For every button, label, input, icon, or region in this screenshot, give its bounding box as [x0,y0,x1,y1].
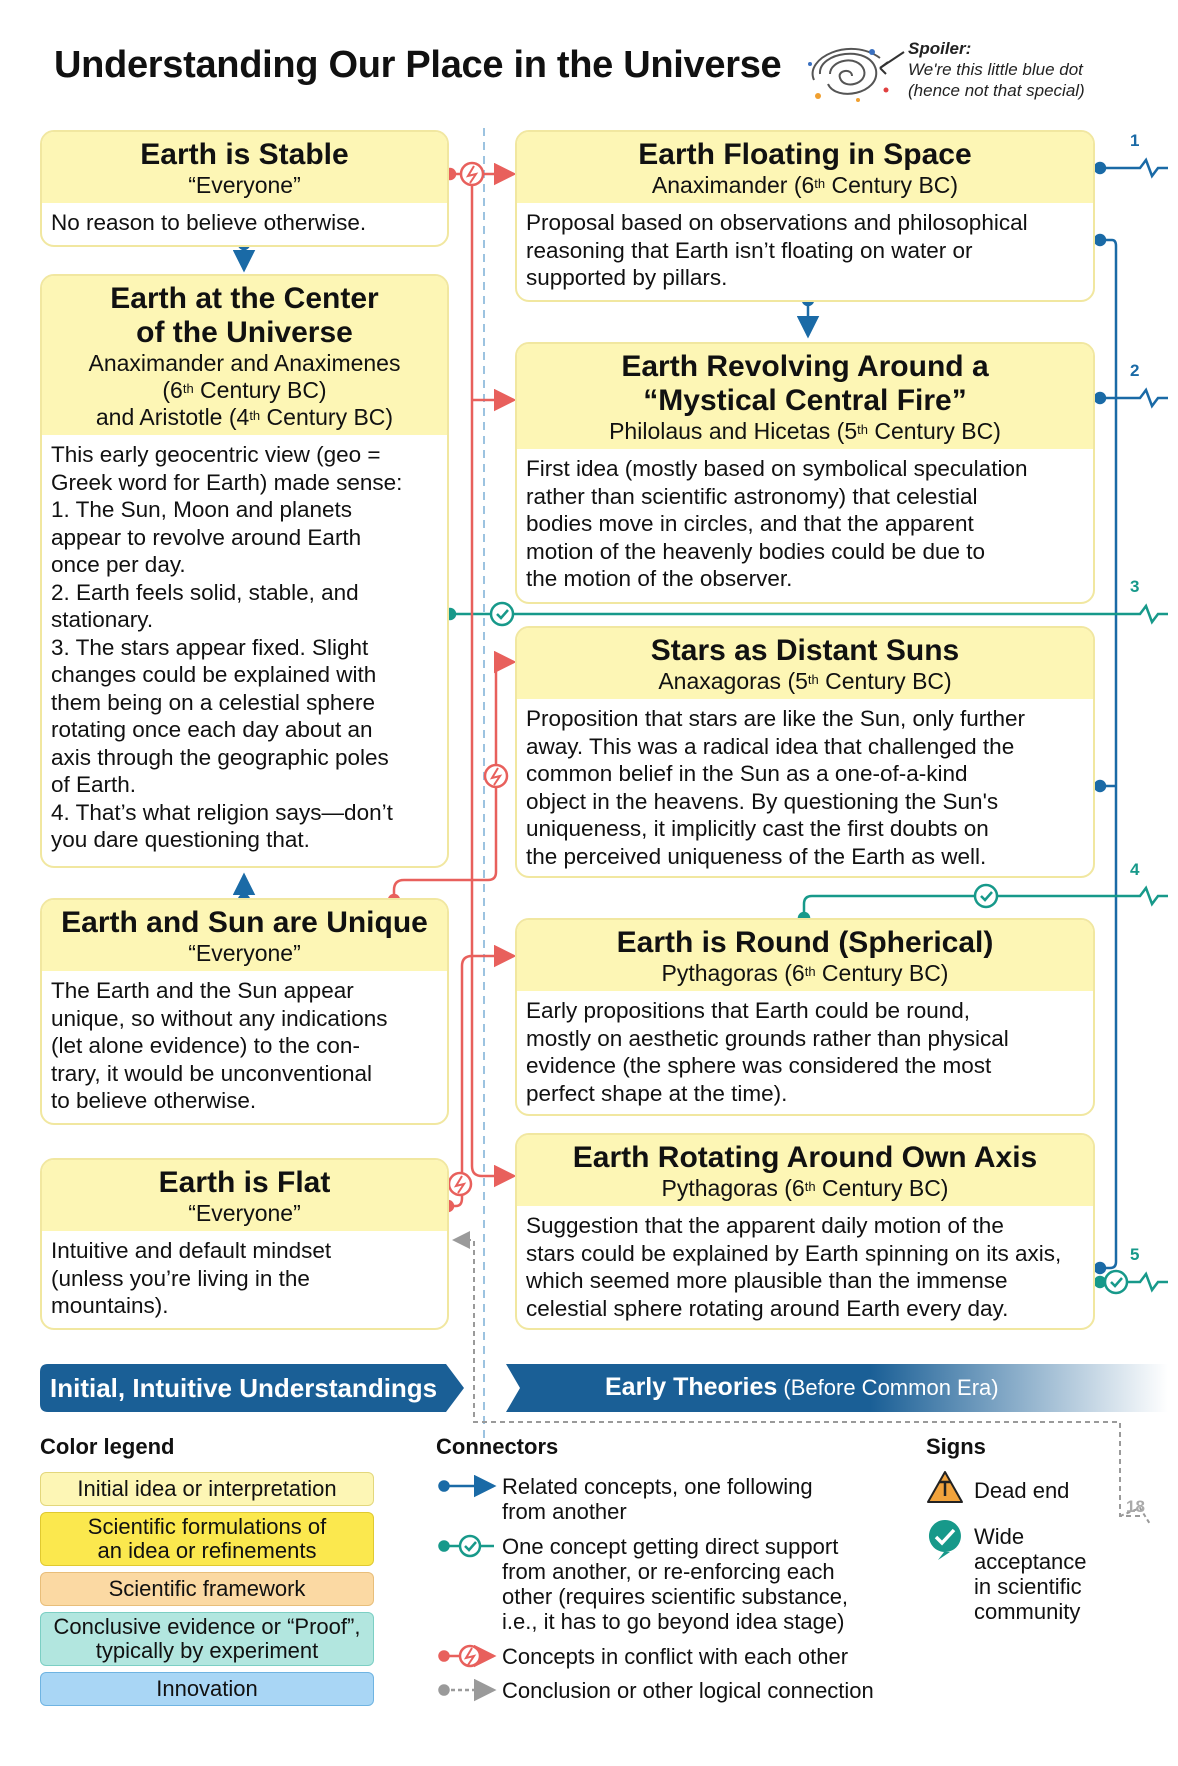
card-source-line3: and Aristotle (4th Century BC) [95,404,394,430]
card-title-line2: of the Universe [136,316,353,349]
card-source-line2: (6th Century BC) [162,377,327,403]
legend-scientific-framework: Scientific framework [40,1572,374,1606]
card-title: Stars as Distant Suns [650,634,960,667]
card-source: Anaxagoras (5th Century BC) [658,668,952,694]
spoiler-line1: We're this little blue dot [908,60,1083,79]
page-title: Understanding Our Place in the Universe [54,44,782,86]
connector-conflict-label: Concepts in conflict with each other [502,1644,849,1669]
connectors-legend-title: Connectors [436,1434,559,1459]
dead-end-icon [928,1472,962,1502]
card-body: No reason to believe otherwise. [51,210,367,235]
connector-conclusion-label: Conclusion or other logical connection [502,1678,874,1703]
card-title-line2: “Mystical Central Fire” [643,384,967,417]
section-number-3: 3 [1130,577,1140,596]
card-title: Earth and Sun are Unique [61,906,428,939]
card-source: Pythagoras (6th Century BC) [661,1175,949,1201]
card-body: Suggestion that the apparent daily motion of the stars could be explained by Earth spinning on its axis, which seemed more plausible than the immense celestial sphere rotating around Earth every day. [526,1213,1062,1321]
card-title-line1: Earth Revolving Around a [621,350,989,383]
card-source: Pythagoras (6th Century BC) [661,960,949,986]
card-body: Proposal based on observations and philosophical reasoning that Earth isn’t floating on water or supported by pillars. [526,210,1028,290]
card-title: Earth is Round (Spherical) [616,926,994,959]
banner-initial-understandings: Initial, Intuitive Understandings [50,1373,438,1403]
connector-support-label: One concept getting direct support from another, or re-enforcing each other (requires scientific substance, i.e., it has to go beyond idea stage) [502,1534,849,1634]
card-source: “Everyone” [188,172,301,198]
card-body: First idea (mostly based on symbolical speculation rather than scientific astronomy) that celestial bodies move in circles, and that the apparent motion of the heavenly bodies could be due to the motion of the observer. [526,456,1028,591]
card-body: Early propositions that Earth could be round, mostly on aesthetic grounds rather than physical evidence (the sphere was considered the most perfect shape at the time). [526,998,1009,1106]
section-number-2: 2 [1130,361,1140,380]
banner-early-theories-sub: (Before Common Era) [777,1375,999,1400]
card-body: Proposition that stars are like the Sun, only further away. This was a radical idea that challenged the common belief in the Sun as a one-of-a-kind object in the heavens. By questioning the Sun's uniqueness, it implicitly cast the first doubts on the perceived uniqueness of the Earth as well. [526,706,1026,869]
signs-legend-title: Signs [926,1434,986,1459]
page-number: 18 [1126,1497,1145,1516]
wide-acceptance-icon [929,1520,961,1560]
section-number-1: 1 [1130,131,1140,150]
sign-wide-acceptance-label: Wide acceptance in scientific community [974,1524,1087,1624]
card-source: “Everyone” [188,940,301,966]
sign-dead-end-label: Dead end [974,1478,1070,1503]
section-number-5: 5 [1130,1245,1140,1264]
card-title: Earth Floating in Space [638,138,972,171]
card-body: The Earth and the Sun appear unique, so without any indications (let alone evidence) to the con- trary, it would be unconventional to believe otherwise. [51,978,388,1113]
legend-scientific-formulation: Scientific formulations of an idea or refinements [40,1512,374,1566]
card-source-line1: Anaximander and Anaximenes [88,350,401,376]
card-body: Intuitive and default mindset (unless you’re living in the mountains). [51,1238,332,1318]
card-title: Earth is Stable [140,138,349,171]
card-title-line1: Earth at the Center [110,282,379,315]
banner-early-theories-main: Early Theories [605,1373,778,1401]
card-source: “Everyone” [188,1200,301,1226]
legend-innovation: Innovation [40,1672,374,1706]
spoiler-head: Spoiler: [908,39,972,58]
card-title: Earth Rotating Around Own Axis [572,1141,1038,1174]
color-legend-title: Color legend [40,1434,175,1459]
connector-related-label: Related concepts, one following from another [502,1474,813,1524]
card-source: Anaximander (6th Century BC) [651,172,959,198]
card-body: This early geocentric view (geo = Greek word for Earth) made sense: 1. The Sun, Moon and planets appear to revolve around Earth once per day. 2. Earth feels solid, stable, and stationary. 3. The stars appear fixed. Slight changes could be explained with them being on a celestial sphere rotating once each day about an axis through the geographic poles of Earth. 4. That’s what religion says—don’t you dare questioning that. [51,442,403,852]
legend-conclusive-evidence: Conclusive evidence or “Proof”, typically by experiment [40,1612,374,1666]
legend-initial-idea: Initial idea or interpretation [40,1472,374,1506]
card-source: Philolaus and Hicetas (5th Century BC) [609,418,1001,444]
spoiler-line2: (hence not that special) [908,81,1085,100]
section-number-4: 4 [1130,860,1140,879]
card-title: Earth is Flat [158,1166,331,1199]
